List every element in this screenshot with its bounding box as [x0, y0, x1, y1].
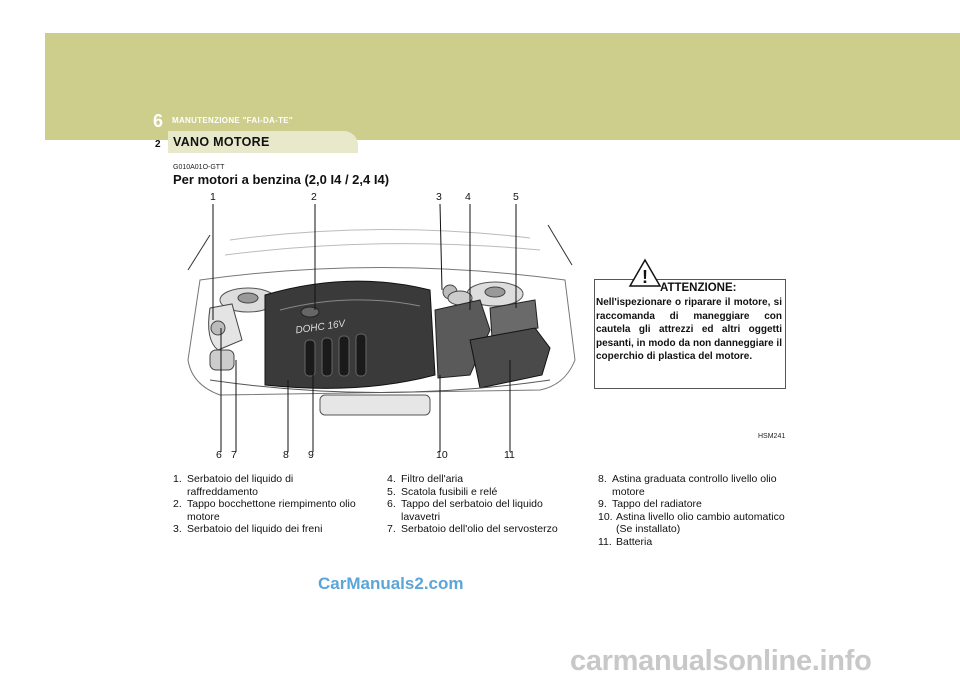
list-item: 3. Serbatoio del liquido dei freni	[173, 523, 323, 535]
list-item: 10. Astina livello olio cambio automatico (Se installato)	[598, 510, 785, 535]
callout-4: 4	[465, 191, 471, 203]
section-title: VANO MOTORE	[173, 135, 270, 149]
svg-text:!: !	[642, 267, 648, 287]
legend-column-2	[387, 473, 575, 536]
warning-text: Nell'ispezionare o riparare il motore, si raccomanda di maneggiare con cautela gli attrezzi ed altri oggetti pesanti, in modo da non danneggiare il coperchio di plastica del motore.	[596, 297, 782, 362]
warning-icon	[628, 258, 662, 288]
list-item: 11. Batteria	[598, 535, 653, 548]
list-item: 9. Tappo del radiatore	[598, 498, 702, 510]
figure-heading: Per motori a benzina (2,0 I4 / 2,4 I4)	[173, 172, 390, 187]
callout-9: 9	[308, 449, 314, 461]
engine-cover-label: DOHC 16V	[294, 318, 346, 337]
watermark-carmanuals2[interactable]: CarManuals2.com	[318, 574, 464, 593]
engine-bay-illustration	[170, 200, 590, 460]
list-item: 4. Filtro dell'aria	[387, 473, 464, 485]
legend-column-3	[598, 473, 786, 548]
list-item: 6. Tappo del serbatoio del liquido lavavetri	[387, 498, 543, 523]
list-item: 7. Serbatoio dell'olio del servosterzo	[387, 523, 558, 535]
callout-2: 2	[311, 191, 317, 203]
chapter-title: MANUTENZIONE "FAI-DA-TE"	[172, 116, 294, 125]
chapter-number: 6	[153, 111, 164, 131]
image-code: HSM241	[758, 433, 786, 440]
list-item: 5. Scatola fusibili e relé	[387, 485, 498, 498]
page-number: 2	[155, 139, 161, 150]
list-item: 8. Astina graduata controllo livello olio motore	[598, 473, 777, 498]
warning-title: ATTENZIONE:	[660, 282, 737, 294]
legend-column-1	[173, 473, 363, 536]
callout-7: 7	[231, 449, 237, 461]
callout-5: 5	[513, 191, 519, 203]
callout-6: 6	[216, 449, 222, 461]
list-item: 1. Serbatoio del liquido di raffreddamento	[173, 473, 294, 498]
callout-3: 3	[436, 191, 442, 203]
figure-code: G010A01O-GTT	[173, 164, 225, 171]
callout-10: 10	[436, 449, 448, 461]
callout-1: 1	[210, 191, 216, 203]
watermark-carmanualsonline[interactable]: carmanualsonline.info	[570, 645, 872, 677]
callout-8: 8	[283, 449, 289, 461]
list-item: 2. Tappo bocchettone riempimento olio motore	[173, 498, 356, 523]
callout-11: 11	[504, 449, 515, 461]
